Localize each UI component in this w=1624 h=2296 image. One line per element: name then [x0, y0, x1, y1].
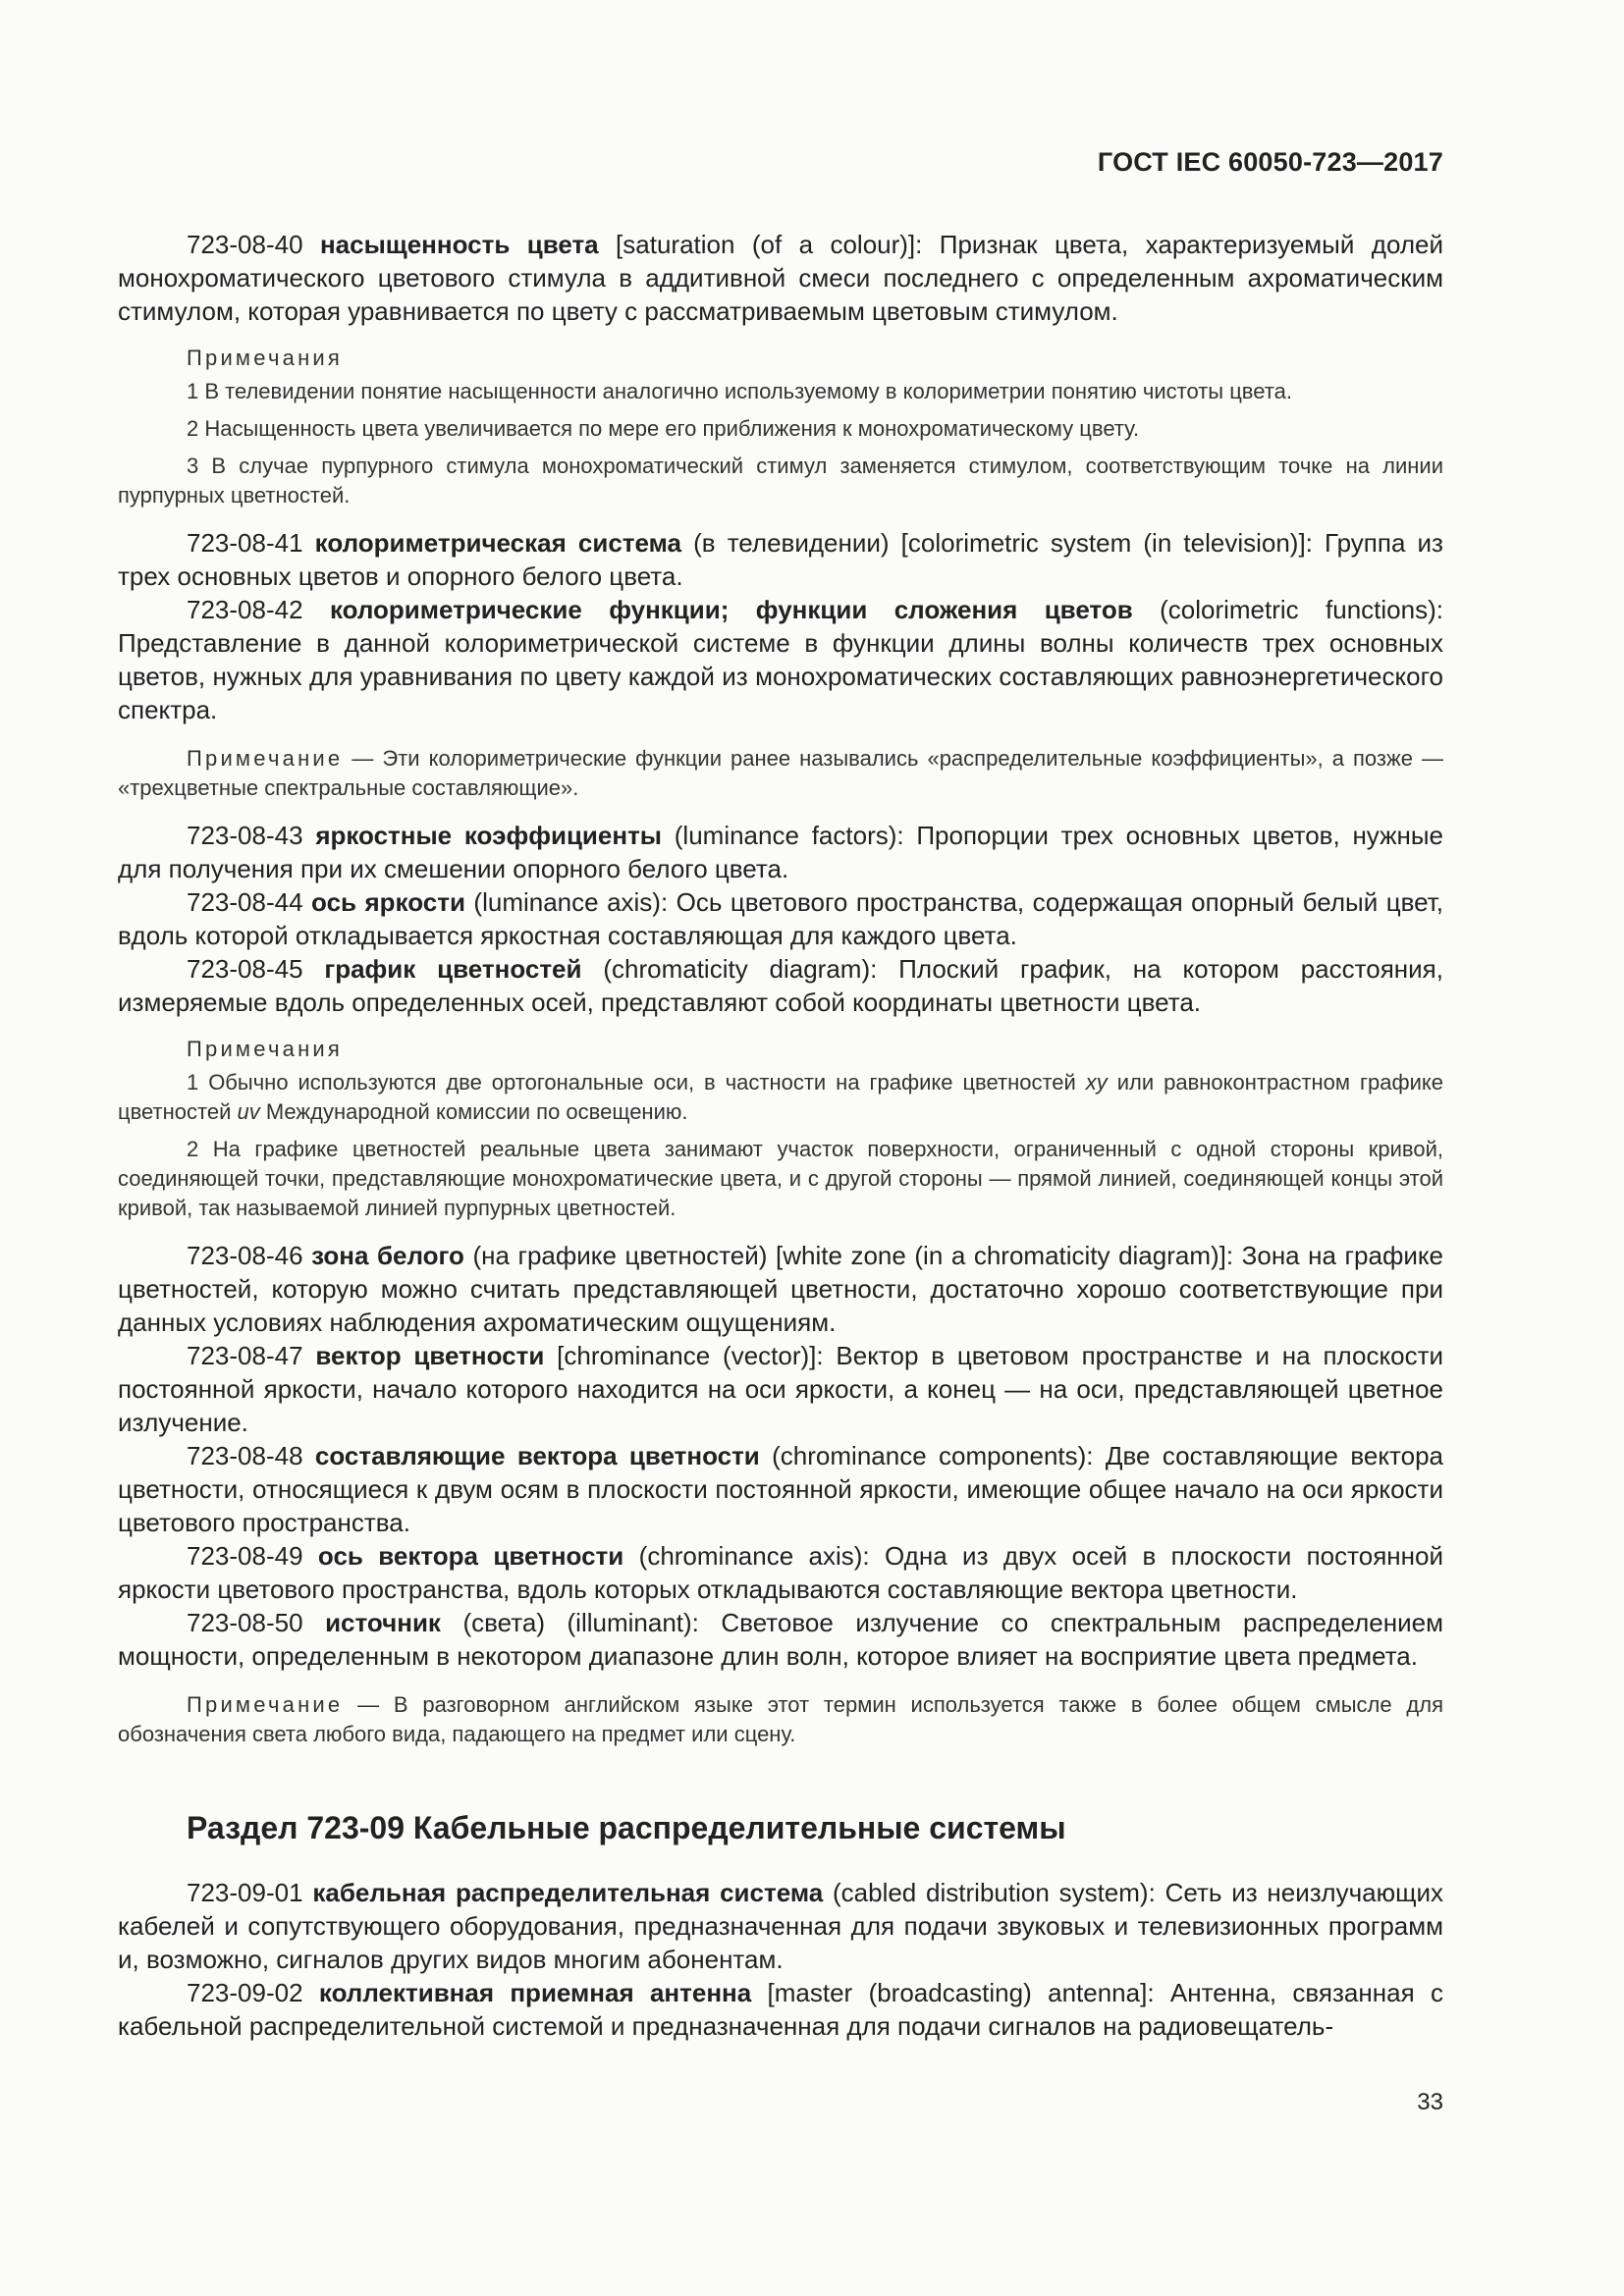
term-name: колориметрические функции; функции сложения цветов [329, 595, 1133, 624]
term-name: яркостные коэффициенты [315, 821, 663, 850]
term-entry: 723-08-47 вектор цветности [chrominance (vector)]: Вектор в цветовом пространстве и на плоскости постоянной яркости, начало которого находится на оси яркости, а конец — на оси, представляющей цветное излучение. [118, 1341, 1443, 1437]
term-entry: 723-09-01 кабельная распределительная система (cabled distribution system): Сеть из неизлучающих кабелей и сопутствующего оборудования, предназначенная для подачи звуковых и телевизионных программ и, возможно, сигналов других видов многим абонентам. [118, 1878, 1443, 1974]
term-name: ось вектора цветности [317, 1541, 624, 1571]
document-id-header: ГОСТ IEC 60050-723—2017 [1097, 147, 1443, 177]
note-label: Примечание [187, 1692, 344, 1717]
term-entry: 723-08-41 колориметрическая система (в телевидении) [colorimetric system (in television)]: Группа из трех основных цветов и опорного белого цвета. [118, 528, 1443, 591]
term-entry: 723-09-02 коллективная приемная антенна [master (broadcasting) antenna]: Антенна, связанная с кабельной распределительной системой и предназначенная для подачи сигналов на радиовещатель- [118, 1978, 1443, 2041]
term-entry: 723-08-48 составляющие вектора цветности (chrominance components): Две составляющие вектора цветности, относящиеся к двум осям в плоскости постоянной яркости, имеющие общее начало на оси яркости цветового пространства. [118, 1441, 1443, 1537]
term-entry: 723-08-50 источник (света) (illuminant): Световое излучение со спектральным распределением мощности, определенным в некотором диапазоне длин волн, которое влияет на восприятие цвета предмета. [118, 1608, 1443, 1671]
term-name: составляющие вектора цветности [314, 1441, 760, 1470]
note-item: 3 В случае пурпурного стимула монохроматический стимул заменяется стимулом, соответствующим точке на линии пурпурных цветностей. [118, 454, 1443, 507]
term-name: зона белого [311, 1241, 464, 1270]
notes-block [118, 1690, 1443, 1749]
page-number: 33 [1417, 2089, 1443, 2115]
notes-block [118, 1037, 1443, 1223]
term-entry: 723-08-42 колориметрические функции; функции сложения цветов (colorimetric functions): Представление в данной колориметрической системе в функции длины волны количеств трех основных цветов, нужных для уравнивания по цвету каждой из монохроматических составляющих равноэнергетического спектра. [118, 595, 1443, 724]
note-item: 1 Обычно используются две ортогональные оси, в частности на графике цветностей xy или равноконтрастном графике цветностей uv Международной комиссии по освещению. [118, 1070, 1443, 1124]
note-item: Примечание — Эти колориметрические функции ранее назывались «распределительные коэффициенты», а позже — «трехцветные спектральные составляющие». [118, 746, 1443, 800]
main-content [118, 228, 1443, 2043]
term-name: коллективная приемная антенна [318, 1978, 752, 2007]
term-name: вектор цветности [315, 1341, 545, 1370]
section-heading: Раздел 723-09 Кабельные распределительные системы [187, 1810, 1066, 1845]
term-entry: 723-08-40 насыщенность цвета [saturation (of a colour)]: Признак цвета, характеризуемый долей монохроматического цветового стимула в аддитивной смеси последнего с определенным ахроматическим стимулом, которая уравнивается по цвету с рассматриваемым цветовым стимулом. [118, 230, 1443, 326]
term-name: график цветностей [324, 954, 582, 984]
notes-block [118, 346, 1443, 510]
term-name: ось яркости [311, 887, 465, 917]
term-entry: 723-08-44 ось яркости (luminance axis): Ось цветового пространства, содержащая опорный белый цвет, вдоль которой откладывается яркостная составляющая для каждого цвета. [118, 887, 1443, 950]
notes-label: Примечания [187, 346, 344, 370]
term-name: кабельная распределительная система [312, 1878, 824, 1907]
notes-block [118, 744, 1443, 803]
note-item: Примечание — В разговорном английском языке этот термин используется также в более общем смысле для обозначения света любого вида, падающего на предмет или сцену. [118, 1692, 1443, 1746]
term-name: насыщенность цвета [319, 230, 599, 259]
note-item: 1 В телевидении понятие насыщенности аналогично используемому в колориметрии понятию чистоты цвета. [187, 379, 1292, 403]
term-entry: 723-08-46 зона белого (на графике цветностей) [white zone (in a chromaticity diagram)]: Зона на графике цветностей, которую можно считать представляющей цветности, достаточно хорошо соответствующие при данных условиях наблюдения ахроматическим ощущениям. [118, 1241, 1443, 1337]
note-label: Примечание [187, 746, 344, 771]
term-entry: 723-08-49 ось вектора цветности (chrominance axis): Одна из двух осей в плоскости постоянной яркости цветового пространства, вдоль которых откладываются составляющие вектора цветности. [118, 1541, 1443, 1604]
term-entry: 723-08-45 график цветностей (chromaticity diagram): Плоский график, на котором расстояния, измеряемые вдоль определенных осей, представляют собой координаты цветности цвета. [118, 954, 1443, 1017]
note-item: 2 Насыщенность цвета увеличивается по мере его приближения к монохроматическому цвету. [187, 416, 1140, 441]
notes-label: Примечания [187, 1037, 344, 1061]
note-item: 2 На графике цветностей реальные цвета занимают участок поверхности, ограниченный с одной стороны кривой, соединяющей точки, представляющие монохроматические цвета, и с другой стороны — прямой линией, соединяющей концы этой кривой, так называемой линией пурпурных цветностей. [118, 1137, 1443, 1220]
term-name: колориметрическая система [314, 528, 681, 558]
term-name: источник [325, 1608, 441, 1637]
term-entry: 723-08-43 яркостные коэффициенты (luminance factors): Пропорции трех основных цветов, нужные для получения при их смешении опорного белого цвета. [118, 821, 1443, 883]
